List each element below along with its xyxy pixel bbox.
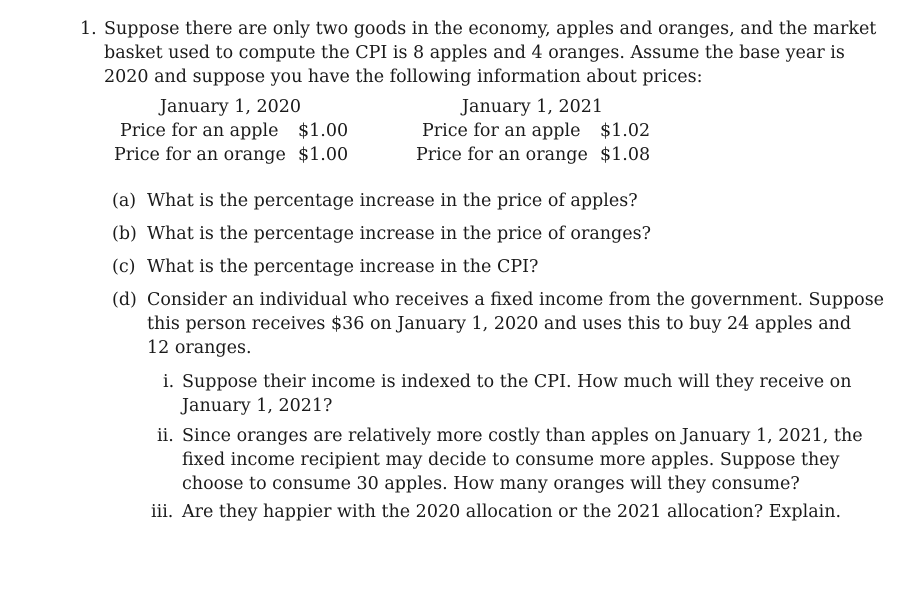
intro-line-3: 2020 and suppose you have the following information about prices: <box>104 67 703 87</box>
table-right-date: January 1, 2021 <box>462 97 604 117</box>
part-a-text: What is the percentage increase in the price of apples? <box>147 191 638 211</box>
table-left-apple-value: $1.00 <box>298 121 349 141</box>
problem-number: 1. <box>80 19 97 39</box>
subpart-i-line-1: Suppose their income is indexed to the CPI. How much will they receive on <box>182 372 852 392</box>
table-left-apple-label: Price for an apple <box>120 121 279 141</box>
part-d-line-3: 12 oranges. <box>147 338 252 358</box>
part-d-line-1: Consider an individual who receives a fixed income from the government. Suppose <box>147 290 885 310</box>
part-d-line-2: this person receives $36 on January 1, 2020 and uses this to buy 24 apples and <box>147 314 852 334</box>
table-left-date: January 1, 2020 <box>160 97 302 117</box>
table-right-apple-label: Price for an apple <box>422 121 581 141</box>
subpart-i-label: i. <box>163 372 175 392</box>
part-c-label: (c) <box>112 257 136 277</box>
table-right-apple-value: $1.02 <box>600 121 651 141</box>
table-left-orange-value: $1.00 <box>298 145 349 165</box>
part-a-label: (a) <box>112 191 137 211</box>
subpart-ii-label: ii. <box>157 426 174 446</box>
subpart-ii-line-3: choose to consume 30 apples. How many oranges will they consume? <box>182 474 800 494</box>
intro-line-1: Suppose there are only two goods in the economy, apples and oranges, and the market <box>104 19 877 39</box>
subpart-i-line-2: January 1, 2021? <box>182 396 333 416</box>
part-b-label: (b) <box>112 224 137 244</box>
part-b-text: What is the percentage increase in the price of oranges? <box>147 224 651 244</box>
subpart-ii-line-2: fixed income recipient may decide to consume more apples. Suppose they <box>182 450 840 470</box>
table-right-orange-label: Price for an orange <box>416 145 588 165</box>
table-right-orange-value: $1.08 <box>600 145 651 165</box>
subpart-iii-label: iii. <box>151 502 174 522</box>
subpart-iii-text: Are they happier with the 2020 allocation or the 2021 allocation? Explain. <box>182 502 842 522</box>
intro-line-2: basket used to compute the CPI is 8 apples and 4 oranges. Assume the base year is <box>104 43 845 63</box>
part-d-label: (d) <box>112 290 137 310</box>
table-left-orange-label: Price for an orange <box>114 145 286 165</box>
part-c-text: What is the percentage increase in the CPI? <box>147 257 539 277</box>
subpart-ii-line-1: Since oranges are relatively more costly than apples on January 1, 2021, the <box>182 426 863 446</box>
